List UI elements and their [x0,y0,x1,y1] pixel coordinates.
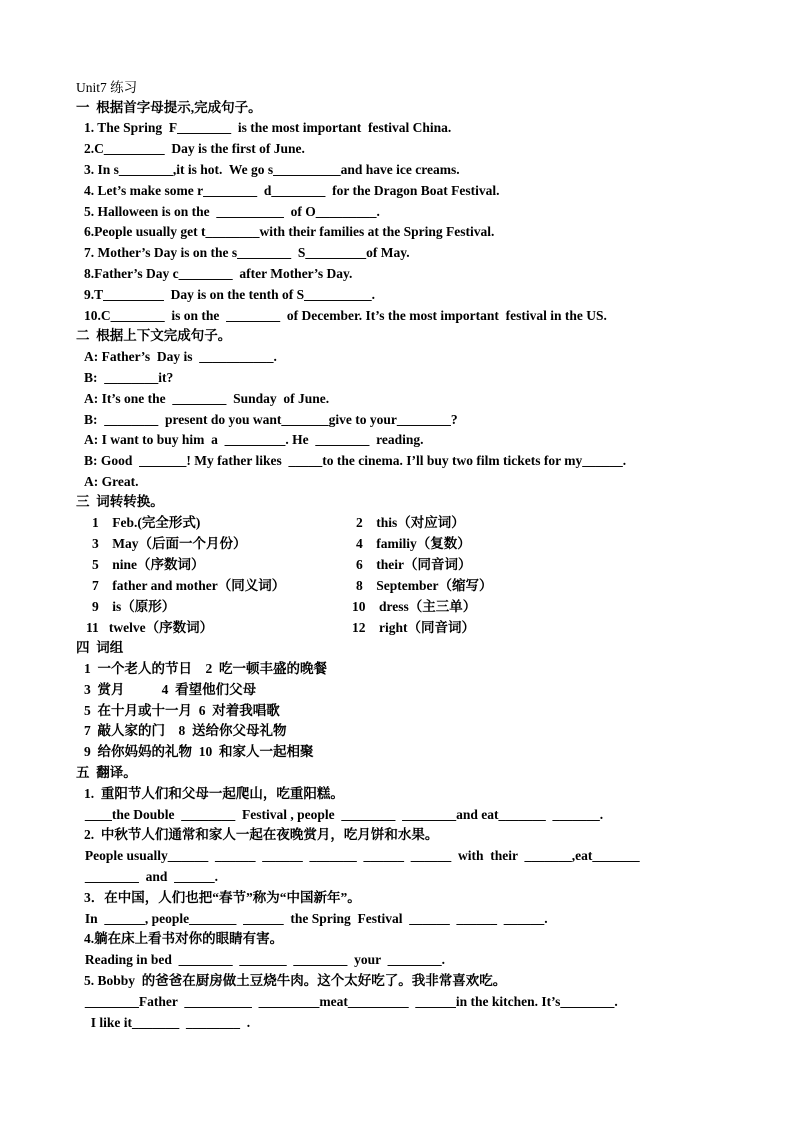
section-1-item: 4. Let’s make some r________ d________ for the Dragon Boat Festival. [84,183,500,198]
translation-line: I like it_______ ________ . [84,1015,251,1030]
section-1-item: 8.Father’s Day c________ after Mother’s Day. [84,266,353,281]
phrase-line: 5 在十月或十一月 6 对着我唱歌 [84,703,280,718]
worksheet-title: Unit7 练习 [76,80,138,95]
translation-line: 4.躺在床上看书对你的眼睛有害。 [84,931,284,946]
section-1-item: 6.People usually get t________with their families at the Spring Festival. [84,224,495,239]
translation-line: 3．在中国，人们也把“春节”称为“中国新年”。 [84,890,361,905]
section-4-heading: 四 词组 [76,640,124,655]
section-1-item: 7. Mother’s Day is on the s________ S_________of May. [84,245,410,260]
section-1-item: 1. The Spring F________ is the most important festival China. [84,120,452,135]
dialogue-line: B: ________it? [84,370,174,385]
section-1-heading: 一 根据首字母提示,完成句子。 [76,100,262,115]
translation-line: ________ and ______. [68,869,219,884]
word-transform-item: 9 is（原形） [92,599,176,614]
translation-line: 1. 重阳节人们和父母一起爬山，吃重阳糕。 [84,786,344,801]
dialogue-line: A: Father’s Day is ___________. [84,349,277,364]
section-5-heading: 五 翻译。 [76,765,137,780]
dialogue-line: B: Good _______! My father likes _____to the cinema. I’ll buy two film tickets for my______. [84,453,627,468]
word-transform-item: 5 nine（序数词） [92,557,205,572]
section-1-item: 2.C_________ Day is the first of June. [84,141,305,156]
section-3-heading: 三 词转转换。 [76,494,164,509]
section-2-heading: 二 根据上下文完成句子。 [76,328,232,343]
translation-line: People usually______ ______ ______ _______ ______ ______ with their _______,eat_______ [68,848,640,863]
translation-line: In ______, people_______ ______ the Spring Festival ______ ______ ______. [68,911,548,926]
dialogue-line: A: I want to buy him a _________. He ________ reading. [84,432,424,447]
word-transform-item: 3 May（后面一个月份） [92,536,247,551]
phrase-line: 1 一个老人的节日 2 吃一顿丰盛的晚餐 [84,661,327,676]
dialogue-line: B: ________ present do you want_______give to your________? [84,412,458,427]
translation-line: Reading in bed ________ _______ ________ your ________. [68,952,446,967]
translation-line: 5. Bobby 的爸爸在厨房做土豆烧牛肉。这个太好吃了。我非常喜欢吃。 [84,973,507,988]
translation-line: ____the Double ________ Festival , people ________ ________and eat_______ _______. [68,807,604,822]
dialogue-line: A: It’s one the ________ Sunday of June. [84,391,330,406]
section-1-item: 5. Halloween is on the __________ of O_________. [84,204,380,219]
word-transform-item: 1 Feb.(完全形式) [92,515,201,530]
word-transform-item: 6 their（同音词） [356,557,472,572]
word-transform-item: 12 right（同音词） [352,620,475,635]
word-transform-item: 4 familiy（复数） [356,536,471,551]
word-transform-item: 11 twelve（序数词） [86,620,214,635]
section-1-item: 3. In s________,it is hot. We go s__________and have ice creams. [84,162,460,177]
phrase-line: 3 赏月 4 看望他们父母 [84,682,257,697]
translation-line: 2. 中秋节人们通常和家人一起在夜晚赏月，吃月饼和水果。 [84,827,439,842]
section-1-item: 10.C________ is on the ________ of December. It’s the most important festival in the US. [84,308,607,323]
word-transform-item: 10 dress（主三单） [352,599,477,614]
dialogue-line: A: Great. [84,474,139,489]
word-transform-item: 7 father and mother（同义词） [92,578,286,593]
word-transform-item: 8 September（缩写） [356,578,493,593]
section-1-item: 9.T_________ Day is on the tenth of S__________. [84,287,376,302]
phrase-line: 7 敲人家的门 8 送给你父母礼物 [84,723,287,738]
translation-line: ________Father __________ _________meat_________ ______in the kitchen. It’s________. [68,994,618,1009]
word-transform-item: 2 this（对应词） [356,515,465,530]
phrase-line: 9 给你妈妈的礼物 10 和家人一起相聚 [84,744,314,759]
